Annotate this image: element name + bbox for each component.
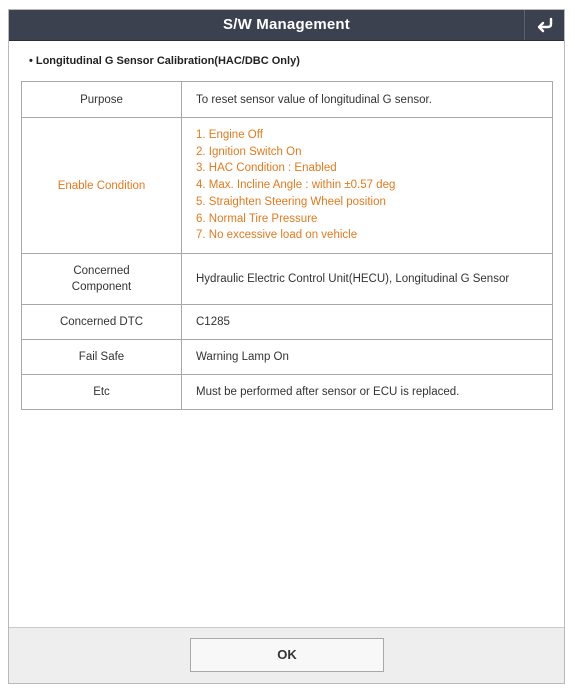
row-value: Must be performed after sensor or ECU is replaced. xyxy=(182,375,553,410)
row-label xyxy=(22,254,182,305)
row-label: Purpose xyxy=(22,82,182,118)
bullet: • xyxy=(29,55,33,67)
condition-item: 7. No excessive load on vehicle xyxy=(196,229,358,242)
row-label: Enable Condition xyxy=(22,118,182,254)
condition-item: 6. Normal Tire Pressure xyxy=(196,212,318,225)
dialog-footer xyxy=(9,627,564,683)
back-button[interactable] xyxy=(524,10,564,40)
condition-item: 1. Engine Off xyxy=(196,128,263,141)
row-value: Hydraulic Electric Control Unit(HECU), Longitudinal G Sensor xyxy=(182,254,553,305)
info-table xyxy=(21,81,553,410)
table-row-purpose xyxy=(22,82,553,118)
return-arrow-icon xyxy=(536,17,554,33)
row-value: C1285 xyxy=(182,305,553,340)
row-label: Concerned DTC xyxy=(22,305,182,340)
dialog-title: S/W Management xyxy=(223,16,350,33)
row-label-line: Component xyxy=(71,281,132,293)
section-title-text: Longitudinal G Sensor Calibration(HAC/DBC Only) xyxy=(35,55,300,67)
condition-item: 2. Ignition Switch On xyxy=(196,145,302,158)
table-row-enable-condition xyxy=(22,118,553,254)
table-row-fail-safe xyxy=(22,340,553,375)
row-label-line: Concerned xyxy=(73,265,130,277)
table-row-concerned-component xyxy=(22,254,553,305)
section-title xyxy=(29,55,300,67)
condition-item: 4. Max. Incline Angle : within ±0.57 deg xyxy=(196,179,396,192)
title-bar xyxy=(9,10,564,41)
row-value: To reset sensor value of longitudinal G sensor. xyxy=(182,82,553,118)
row-label: Etc xyxy=(22,375,182,410)
row-label: Fail Safe xyxy=(22,340,182,375)
condition-item: 5. Straighten Steering Wheel position xyxy=(196,195,386,208)
row-value: Warning Lamp On xyxy=(182,340,553,375)
condition-list xyxy=(182,118,553,254)
ok-button[interactable]: OK xyxy=(190,638,384,672)
table-row-etc xyxy=(22,375,553,410)
condition-item: 3. HAC Condition : Enabled xyxy=(196,162,337,175)
sw-management-dialog xyxy=(8,9,565,684)
table-row-concerned-dtc xyxy=(22,305,553,340)
